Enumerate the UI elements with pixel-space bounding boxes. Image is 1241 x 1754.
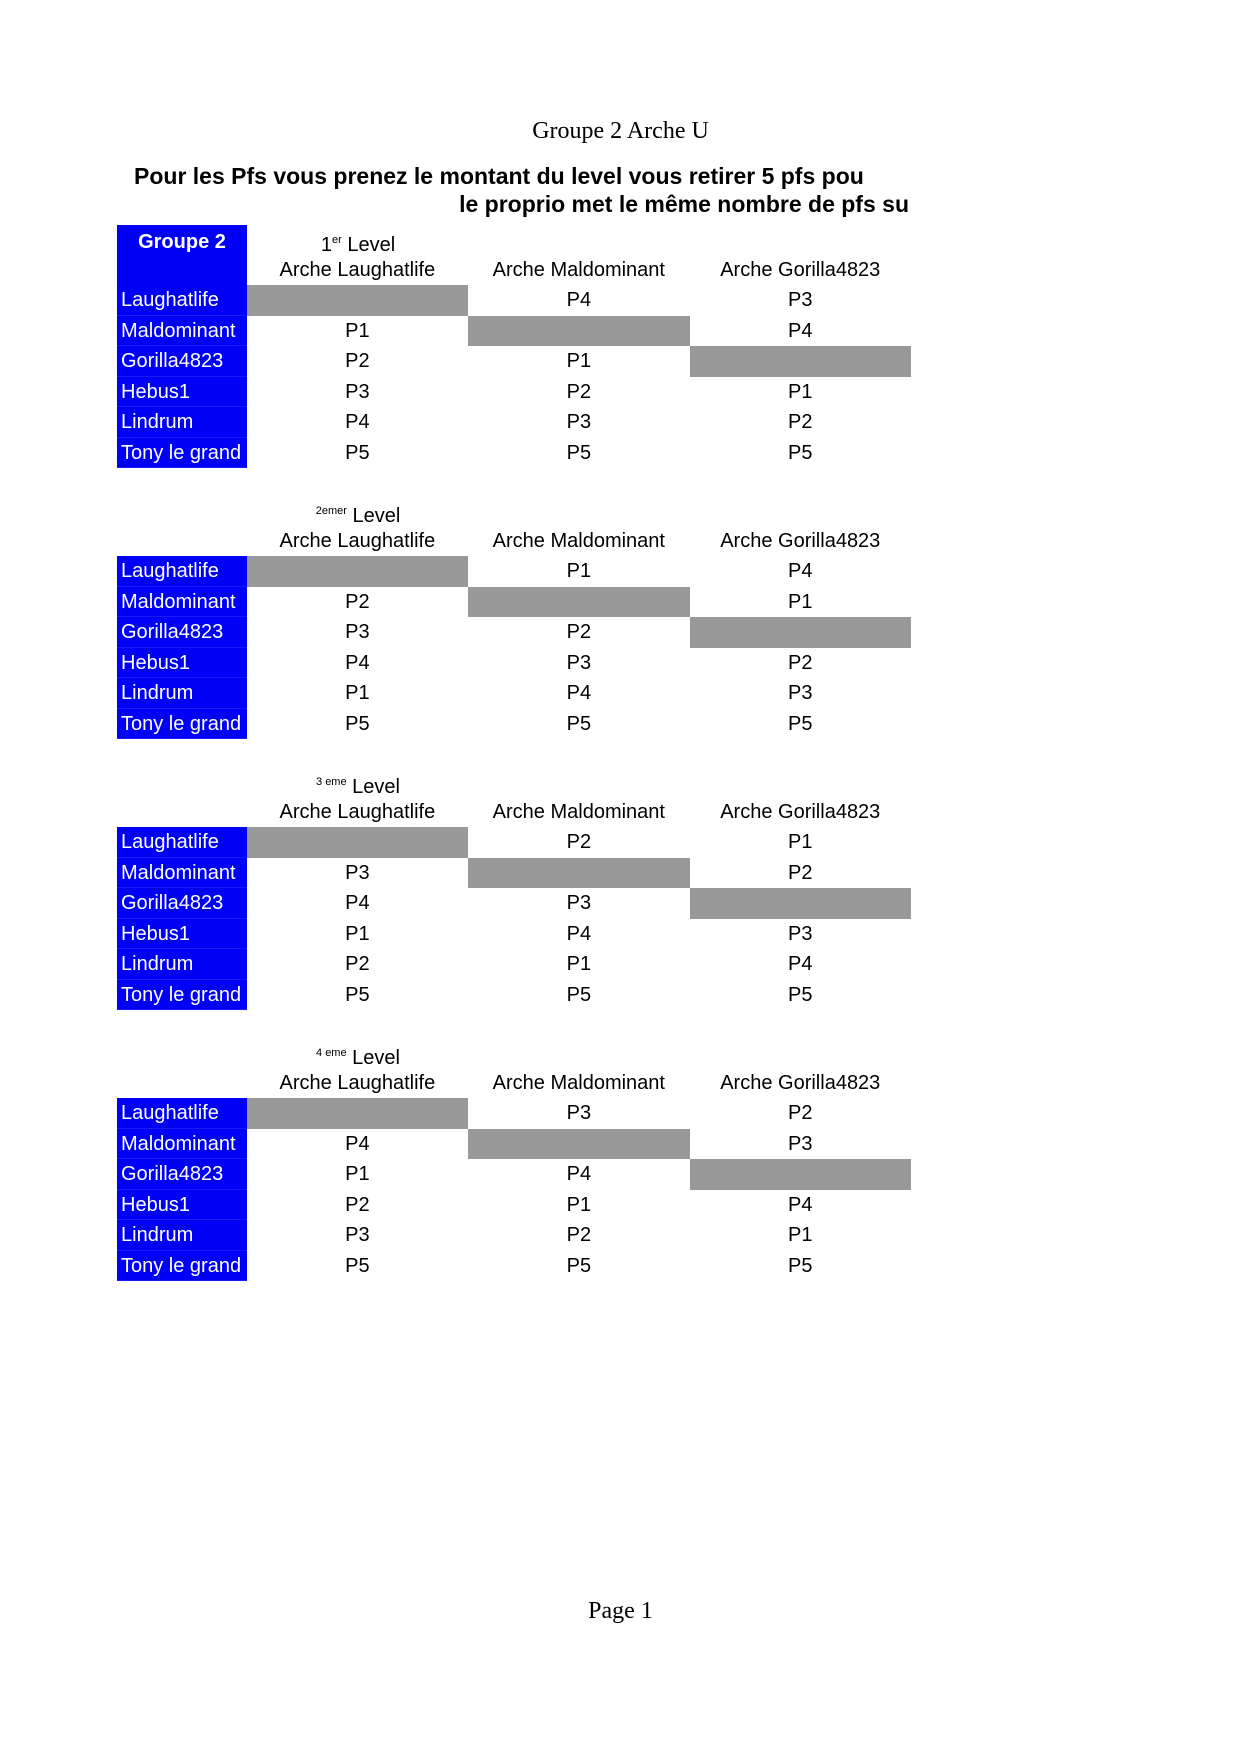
- value-cell: P2: [345, 590, 370, 613]
- player-name-cell: Hebus1: [117, 377, 247, 408]
- table-row: [117, 1190, 911, 1221]
- table-row: [117, 888, 911, 919]
- value-cell: P2: [788, 861, 813, 884]
- level-word: Level: [341, 234, 396, 256]
- column-header: Arche Laughatlife: [279, 530, 436, 552]
- column-header: Arche Laughatlife: [279, 801, 436, 823]
- player-name-cell: Laughatlife: [117, 827, 247, 858]
- player-name-cell: Gorilla4823: [117, 346, 247, 377]
- table-row: [117, 709, 911, 740]
- level-label: [247, 1038, 469, 1073]
- player-name-cell: Lindrum: [117, 678, 247, 709]
- level-table-3: [117, 767, 911, 1010]
- value-cell: P3: [566, 411, 592, 433]
- player-name-cell: Laughatlife: [117, 1098, 247, 1129]
- page-footer: Page 1: [588, 1598, 653, 1624]
- value-cell: P5: [566, 441, 592, 464]
- value-cell: P2: [345, 953, 370, 975]
- value-cell: P1: [345, 922, 370, 945]
- empty-cell: [690, 888, 911, 919]
- value-cell: P5: [788, 1254, 813, 1277]
- value-cell: P4: [345, 651, 370, 674]
- value-cell: P2: [566, 621, 592, 643]
- header-spacer: [117, 1068, 247, 1098]
- header-spacer: [117, 797, 247, 827]
- value-cell: P3: [345, 380, 370, 403]
- value-cell: P5: [788, 441, 813, 464]
- level-word: Level: [346, 505, 401, 527]
- value-cell: P1: [345, 682, 370, 704]
- empty-cell: [468, 1129, 689, 1160]
- value-cell: P4: [788, 953, 813, 975]
- value-cell: P1: [788, 590, 813, 613]
- value-cell: P5: [788, 983, 813, 1006]
- value-cell: P4: [345, 892, 370, 914]
- table-row: [117, 1159, 911, 1190]
- table-row: [117, 1251, 911, 1282]
- value-cell: P2: [788, 651, 813, 674]
- player-name-cell: Maldominant: [117, 316, 247, 347]
- level-heading-row: [117, 225, 911, 255]
- value-cell: P5: [345, 441, 370, 464]
- value-cell: P2: [788, 1102, 813, 1124]
- empty-cell: [468, 858, 689, 889]
- value-cell: P5: [566, 712, 592, 735]
- table-row: [117, 919, 911, 950]
- value-cell: P4: [788, 319, 813, 342]
- value-cell: P2: [345, 1193, 370, 1216]
- table-row: [117, 346, 911, 377]
- value-cell: P1: [788, 1224, 813, 1246]
- column-header-row: [117, 797, 911, 827]
- value-cell: P4: [345, 1132, 370, 1155]
- value-cell: P5: [345, 712, 370, 735]
- table-row: [117, 1220, 911, 1251]
- level-table-2: [117, 496, 911, 739]
- table-row: [117, 316, 911, 347]
- value-cell: P1: [566, 350, 592, 372]
- value-cell: P2: [566, 1224, 592, 1246]
- table-row: [117, 678, 911, 709]
- player-name-cell: Laughatlife: [117, 556, 247, 587]
- column-header-row: [117, 526, 911, 556]
- player-name-cell: Maldominant: [117, 858, 247, 889]
- value-cell: P1: [788, 380, 813, 403]
- instruction-line-2: le proprio met le même nombre de pfs su: [459, 191, 909, 217]
- player-name-cell: Maldominant: [117, 587, 247, 618]
- value-cell: P3: [788, 289, 813, 311]
- empty-cell: [247, 1098, 468, 1129]
- column-header: Arche Laughatlife: [279, 1072, 436, 1094]
- value-cell: P3: [788, 922, 813, 945]
- table-row: [117, 980, 911, 1011]
- level-word: Level: [346, 776, 400, 798]
- table-row: [117, 1098, 911, 1129]
- empty-cell: [690, 346, 911, 377]
- value-cell: P5: [566, 1254, 592, 1277]
- group-label-cell: Groupe 2: [117, 225, 247, 285]
- column-header: Arche Gorilla4823: [720, 259, 881, 281]
- player-name-cell: Hebus1: [117, 919, 247, 950]
- table-row: [117, 587, 911, 618]
- value-cell: P3: [345, 621, 370, 643]
- player-name-cell: Laughatlife: [117, 285, 247, 316]
- table-row: [117, 1129, 911, 1160]
- value-cell: P5: [345, 983, 370, 1006]
- level-heading-row: [117, 1038, 911, 1068]
- value-cell: P2: [345, 350, 370, 372]
- level-heading-row: [117, 496, 911, 526]
- level-ordinal: 2emer: [315, 505, 347, 517]
- player-name-cell: Tony le grand: [117, 1251, 247, 1282]
- empty-cell: [468, 587, 689, 618]
- value-cell: P2: [566, 380, 592, 403]
- empty-cell: [468, 316, 689, 347]
- player-name-cell: Gorilla4823: [117, 1159, 247, 1190]
- table-row: [117, 556, 911, 587]
- column-header: Arche Gorilla4823: [720, 1072, 881, 1094]
- value-cell: P3: [788, 1132, 813, 1155]
- value-cell: P1: [566, 560, 592, 582]
- level-ordinal: 3 eme: [316, 776, 347, 788]
- value-cell: P3: [566, 1102, 592, 1124]
- empty-cell: [690, 617, 911, 648]
- empty-cell: [247, 827, 468, 858]
- table-row: [117, 285, 911, 316]
- table-row: [117, 377, 911, 408]
- level-table-1: [117, 225, 911, 468]
- table-row: [117, 827, 911, 858]
- player-name-cell: Lindrum: [117, 949, 247, 980]
- player-name-cell: Tony le grand: [117, 709, 247, 740]
- value-cell: P3: [566, 651, 592, 674]
- value-cell: P4: [566, 289, 592, 311]
- table-row: [117, 438, 911, 469]
- value-cell: P5: [345, 1254, 370, 1277]
- level-label: [247, 225, 469, 260]
- instruction-line-1: Pour les Pfs vous prenez le montant du level vous retirer 5 pfs pou: [134, 163, 864, 189]
- level-number: 1: [320, 234, 332, 256]
- empty-cell: [247, 556, 468, 587]
- column-header: Arche Gorilla4823: [720, 530, 881, 552]
- value-cell: P2: [788, 411, 813, 433]
- value-cell: P5: [566, 983, 592, 1006]
- column-header: Arche Laughatlife: [279, 259, 436, 281]
- value-cell: P4: [566, 1163, 592, 1185]
- empty-cell: [247, 285, 468, 316]
- level-ordinal: er: [331, 234, 342, 246]
- value-cell: P4: [566, 682, 592, 704]
- level-label: [247, 767, 469, 802]
- player-name-cell: Lindrum: [117, 407, 247, 438]
- value-cell: P3: [345, 1224, 370, 1246]
- player-name-cell: Maldominant: [117, 1129, 247, 1160]
- table-row: [117, 617, 911, 648]
- value-cell: P5: [788, 712, 813, 735]
- column-header: Arche Maldominant: [492, 801, 665, 823]
- value-cell: P1: [788, 831, 813, 853]
- player-name-cell: Hebus1: [117, 1190, 247, 1221]
- player-name-cell: Gorilla4823: [117, 888, 247, 919]
- page-header-title: Groupe 2 Arche U: [532, 118, 709, 144]
- level-table-4: [117, 1038, 911, 1281]
- level-ordinal: 4 eme: [316, 1047, 347, 1059]
- table-row: [117, 648, 911, 679]
- level-word: Level: [346, 1047, 400, 1069]
- header-spacer: [117, 526, 247, 556]
- value-cell: P3: [788, 682, 813, 704]
- column-header: Arche Maldominant: [492, 1072, 665, 1094]
- table-row: [117, 949, 911, 980]
- value-cell: P1: [345, 319, 370, 342]
- column-header-row: [117, 1068, 911, 1098]
- value-cell: P2: [566, 831, 592, 853]
- column-header: Arche Gorilla4823: [720, 801, 881, 823]
- level-heading-row: [117, 767, 911, 797]
- value-cell: P4: [788, 1193, 813, 1216]
- column-header: Arche Maldominant: [492, 530, 665, 552]
- level-label: [247, 496, 469, 531]
- empty-cell: [690, 1159, 911, 1190]
- column-header: Arche Maldominant: [492, 259, 665, 281]
- player-name-cell: Tony le grand: [117, 980, 247, 1011]
- player-name-cell: Gorilla4823: [117, 617, 247, 648]
- value-cell: P1: [345, 1163, 370, 1185]
- value-cell: P1: [566, 953, 592, 975]
- value-cell: P4: [788, 560, 813, 582]
- player-name-cell: Lindrum: [117, 1220, 247, 1251]
- player-name-cell: Hebus1: [117, 648, 247, 679]
- player-name-cell: Tony le grand: [117, 438, 247, 469]
- value-cell: P3: [345, 861, 370, 884]
- value-cell: P4: [566, 922, 592, 945]
- value-cell: P3: [566, 892, 592, 914]
- table-row: [117, 407, 911, 438]
- value-cell: P4: [345, 411, 370, 433]
- table-row: [117, 858, 911, 889]
- value-cell: P1: [566, 1193, 592, 1216]
